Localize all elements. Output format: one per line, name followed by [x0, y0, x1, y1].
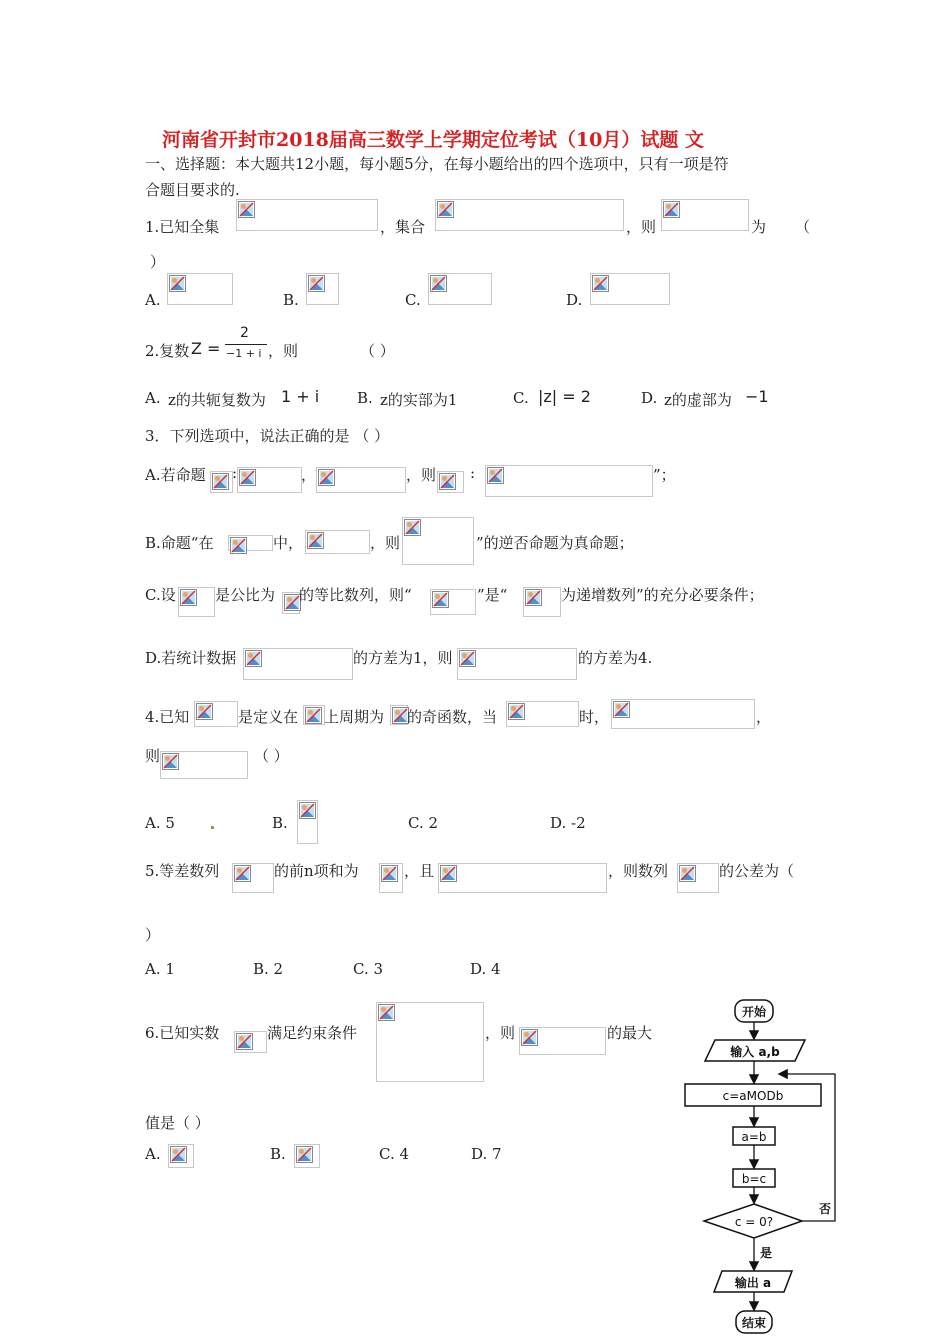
- q4-p3: 上周期为: [324, 708, 385, 726]
- q4-img5: [611, 699, 755, 729]
- q5-img3: [438, 863, 607, 893]
- q2-option-d-label: D.: [641, 389, 658, 407]
- q3a-p3: ，: [301, 466, 317, 484]
- q5-p6: ）: [145, 926, 161, 944]
- q3c-img1: [178, 587, 215, 617]
- q1-option-d-image: [590, 273, 670, 305]
- broken-image-icon: [245, 650, 262, 667]
- q4-p2: 是定义在: [238, 708, 299, 726]
- flowchart-decision-label: c = 0?: [734, 1215, 774, 1229]
- q3b-p4: ”的逆否命题为真命题；: [476, 534, 634, 552]
- q3a-img2: [237, 467, 302, 493]
- broken-image-icon: [170, 1146, 187, 1163]
- q4-p4: 的奇函数，当: [407, 708, 498, 726]
- flowchart-no-label: 否: [819, 1202, 832, 1216]
- q4-img6: [160, 751, 248, 779]
- broken-image-icon: [459, 650, 476, 667]
- flowchart-start-label: 开始: [741, 1005, 767, 1019]
- q5-option-d: D. 4: [470, 960, 501, 978]
- q2-denominator: −1 + i: [226, 347, 262, 360]
- q3b-img3: [402, 517, 474, 565]
- section-header-line1: 一、选择题：本大题共12小题，每小题5分，在每小题给出的四个选项中，只有一项是符: [145, 155, 729, 173]
- section-header-line2: 合题目要求的.: [145, 181, 240, 199]
- q1-set-image: [435, 199, 624, 231]
- q3c-p4: ”是“: [477, 586, 508, 604]
- q3a-p5: :: [470, 464, 476, 482]
- broken-image-icon: [238, 201, 255, 218]
- q5-option-a: A. 1: [145, 960, 175, 978]
- q1-option-a-image: [167, 273, 233, 305]
- q5-option-c: C. 3: [353, 960, 384, 978]
- broken-image-icon: [180, 589, 197, 606]
- page-title: 河南省开封市2018届高三数学上学期定位考试（10月）试题 文: [162, 129, 704, 151]
- q2-option-c-math: |z| = 2: [538, 387, 591, 406]
- broken-image-icon: [196, 703, 213, 720]
- q6-option-a-label: A.: [145, 1145, 161, 1163]
- flowchart-yes-label: 是: [760, 1246, 773, 1260]
- q3c-p5: 为递增数列”的充分必要条件；: [561, 586, 764, 604]
- q4-img4: [506, 701, 579, 727]
- q4-img2: [303, 705, 325, 725]
- q3b-img1: [228, 535, 273, 551]
- q2-option-d-text: z的虚部为: [664, 391, 732, 409]
- q1-prefix: 1.已知全集: [145, 218, 220, 236]
- broken-image-icon: [318, 469, 335, 486]
- q3d-img1: [243, 648, 353, 680]
- q1-option-d-label: D.: [566, 291, 583, 309]
- q4-option-c: C. 2: [408, 814, 439, 832]
- q4-img3: [390, 705, 408, 725]
- flowchart: [680, 995, 850, 1340]
- decorative-dot: [211, 826, 214, 829]
- q1-paren-open: （: [795, 218, 811, 236]
- q6-p3: ，则: [485, 1024, 516, 1042]
- q3c-p1: C.设: [145, 586, 176, 604]
- q2-numerator: 2: [240, 325, 249, 341]
- q3a-img1: [210, 471, 233, 493]
- q4-p5: 时，: [579, 708, 610, 726]
- broken-image-icon: [679, 865, 696, 882]
- q2-option-b-label: B.: [357, 389, 373, 407]
- broken-image-icon: [236, 1033, 253, 1050]
- broken-image-icon: [299, 802, 316, 819]
- broken-image-icon: [162, 753, 179, 770]
- q6-p4: 的最大: [607, 1024, 653, 1042]
- q4-paren: （ ）: [254, 747, 289, 765]
- q1-mid2: ，则: [626, 218, 657, 236]
- broken-image-icon: [381, 865, 398, 882]
- q3b-p1: B.命题“在: [145, 534, 214, 552]
- q2-option-a-math: 1 + i: [281, 387, 320, 406]
- q3b-p2: 中，: [273, 534, 304, 552]
- q5-img4: [677, 863, 719, 893]
- broken-image-icon: [230, 537, 247, 554]
- q2-fraction-bar: [225, 344, 267, 345]
- q4-p1: 4.已知: [145, 708, 190, 726]
- q6-option-a-image: [168, 1144, 194, 1168]
- q3a-img5: [485, 465, 653, 497]
- q3a-img4: [437, 471, 464, 493]
- q3d-p2: 的方差为1，则: [353, 649, 453, 667]
- q2-prefix: 2.复数: [145, 342, 190, 360]
- q2-option-c-label: C.: [513, 389, 529, 407]
- broken-image-icon: [432, 591, 449, 608]
- q3c-p3: 的等比数列，则“: [299, 586, 412, 604]
- q4-img1: [194, 701, 238, 727]
- broken-image-icon: [296, 1146, 313, 1163]
- q5-p2: 的前n项和为: [274, 862, 359, 880]
- q5-img1: [232, 863, 274, 893]
- q1-paren-close: ）: [150, 253, 166, 271]
- broken-image-icon: [525, 589, 542, 606]
- q6-option-d: D. 7: [471, 1145, 502, 1163]
- q4-option-b-label: B.: [272, 814, 288, 832]
- flowchart-end-label: 结束: [741, 1316, 767, 1330]
- q5-img2: [379, 863, 403, 893]
- q3d-p1: D.若统计数据: [145, 649, 237, 667]
- q3c-img4: [523, 587, 561, 617]
- q3d-img2: [457, 648, 577, 680]
- q1-expression-image: [661, 199, 749, 231]
- broken-image-icon: [305, 707, 322, 724]
- q3a-img3: [316, 467, 406, 493]
- broken-image-icon: [308, 275, 325, 292]
- broken-image-icon: [663, 201, 680, 218]
- flowchart-step-assign-b-label: b=c: [741, 1172, 767, 1186]
- broken-image-icon: [613, 701, 630, 718]
- q6-p5: 值是（ ）: [145, 1114, 210, 1132]
- broken-image-icon: [430, 275, 447, 292]
- q1-option-c-image: [428, 273, 492, 305]
- q3c-img3: [430, 589, 476, 615]
- q5-option-b: B. 2: [253, 960, 284, 978]
- flowchart-output-label: 输出 a: [734, 1276, 772, 1290]
- flowchart-step-mod-label: c=aMODb: [722, 1089, 784, 1103]
- q3a-p6: ”；: [653, 466, 676, 484]
- q1-universal-set-image: [236, 199, 378, 231]
- q3-stem: 3．下列选项中，说法正确的是 （ ）: [145, 427, 390, 445]
- q4-option-b-image: [297, 800, 318, 844]
- q2-z-equals: Z =: [191, 339, 221, 358]
- q2-option-a-text: z的共轭复数为: [168, 391, 266, 409]
- q1-mid3: 为: [751, 218, 767, 236]
- q6-constraints-image: [376, 1002, 484, 1082]
- q6-option-b-label: B.: [270, 1145, 286, 1163]
- broken-image-icon: [521, 1029, 538, 1046]
- broken-image-icon: [307, 532, 324, 549]
- broken-image-icon: [404, 519, 421, 536]
- q5-p4: ，则数列: [608, 862, 669, 880]
- q6-img1: [234, 1031, 267, 1053]
- q1-option-b-image: [306, 273, 339, 305]
- flowchart-input-label: 输入 a,b: [730, 1045, 780, 1059]
- q2-option-a-label: A.: [145, 389, 161, 407]
- flowchart-step-assign-a-label: a=b: [741, 1130, 767, 1144]
- q1-option-c-label: C.: [405, 291, 421, 309]
- q5-p1: 5.等差数列: [145, 862, 220, 880]
- broken-image-icon: [440, 865, 457, 882]
- q3b-p3: ，则: [370, 534, 401, 552]
- q4-option-d: D. -2: [550, 814, 586, 832]
- broken-image-icon: [437, 201, 454, 218]
- broken-image-icon: [439, 473, 456, 490]
- q6-p1: 6.已知实数: [145, 1024, 220, 1042]
- q4-p7: 则: [145, 747, 161, 765]
- q6-option-b-image: [294, 1144, 320, 1168]
- q3a-p4: ，则: [406, 466, 437, 484]
- broken-image-icon: [234, 865, 251, 882]
- broken-image-icon: [212, 473, 229, 490]
- q2-option-b-text: z的实部为1: [380, 391, 458, 409]
- q3a-p2: :: [232, 464, 238, 482]
- q1-option-a-label: A.: [145, 291, 161, 309]
- q6-p2: 满足约束条件: [267, 1024, 358, 1042]
- q3d-p3: 的方差为4.: [578, 649, 653, 667]
- q5-p3: ，且: [404, 862, 435, 880]
- q2-option-d-math: −1: [745, 387, 769, 406]
- broken-image-icon: [169, 275, 186, 292]
- q4-option-a: A. 5: [145, 814, 175, 832]
- q3c-img2: [282, 592, 300, 614]
- q6-img2: [519, 1027, 606, 1055]
- q4-p6: ，: [756, 708, 772, 726]
- q2-paren: （ ）: [360, 342, 395, 360]
- q2-suffix: ，则: [268, 342, 299, 360]
- q3b-img2: [305, 530, 370, 554]
- q3c-p2: 是公比为: [215, 586, 276, 604]
- broken-image-icon: [487, 467, 504, 484]
- q1-option-b-label: B.: [283, 291, 299, 309]
- broken-image-icon: [592, 275, 609, 292]
- broken-image-icon: [239, 469, 256, 486]
- broken-image-icon: [378, 1004, 395, 1021]
- q6-option-c: C. 4: [379, 1145, 410, 1163]
- broken-image-icon: [508, 703, 525, 720]
- q1-mid1: ，集合: [380, 218, 426, 236]
- q3a-p1: A.若命题: [145, 466, 206, 484]
- q5-p5: 的公差为（: [719, 862, 795, 880]
